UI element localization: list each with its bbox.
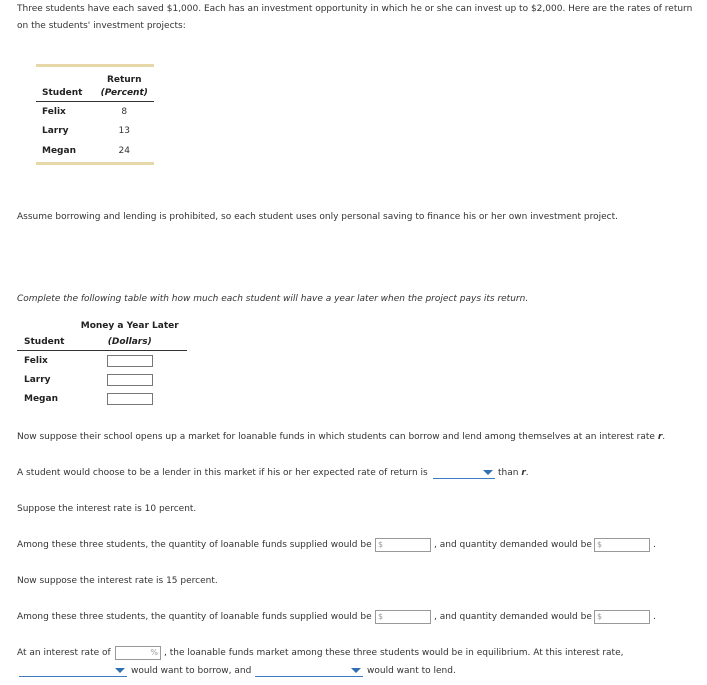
- chevron-down-icon: [351, 668, 361, 673]
- complete-instruction: Complete the following table with how much each student will have a year later when the project pays its return.: [17, 294, 529, 304]
- q1-supplied-label: Among these three students, the quantity of loanable funds supplied would be: [17, 540, 372, 550]
- student-name: Larry: [24, 374, 51, 385]
- q2-demanded-input[interactable]: [594, 610, 650, 624]
- intro-line-2: on the students' investment projects:: [17, 21, 186, 31]
- lender-text-after: [498, 467, 529, 480]
- return-value: 8: [121, 106, 128, 117]
- dollar-sign: $: [597, 612, 603, 621]
- equilibrium-text: , the loanable funds market among these three students would be in equilibrium. At this interest rate,: [164, 648, 624, 658]
- student-name: Felix: [42, 106, 66, 117]
- market-var-r: r: [657, 432, 663, 442]
- market-text: [17, 431, 665, 444]
- intro-line-1: Three students have each saved $1,000. Each has an investment opportunity in which he or she can invest up to $2,000. Here are the rates of return: [17, 4, 693, 14]
- market-text-body: Now suppose their school opens up a market for loanable funds in which students can borrow and lend among themselves at an interest rate: [17, 432, 658, 442]
- money-input-larry[interactable]: [107, 374, 153, 386]
- assumption-text: Assume borrowing and lending is prohibited, so each student uses only personal saving to finance his or her own investment project.: [17, 212, 619, 222]
- dollar-sign: $: [378, 540, 384, 549]
- rate10-text: Suppose the interest rate is 10 percent.: [17, 504, 197, 514]
- lender-var-r: r: [521, 468, 526, 478]
- lender-text: A student would choose to be a lender in this market if his or her expected rate of return is: [17, 468, 428, 478]
- lender-end: .: [525, 468, 529, 478]
- dollar-sign: $: [378, 612, 384, 621]
- money-input-felix[interactable]: [107, 355, 153, 367]
- student-name: Larry: [42, 125, 69, 136]
- money-col-student: Student: [24, 337, 65, 347]
- returns-col-return: (Percent): [100, 88, 148, 98]
- q1-supplied-input[interactable]: [375, 538, 431, 552]
- q1-end: .: [653, 540, 656, 550]
- market-text-end: .: [662, 432, 666, 442]
- q2-supplied-input[interactable]: [375, 610, 431, 624]
- lender-comparison-dropdown[interactable]: [433, 467, 495, 479]
- dollar-sign: $: [597, 540, 603, 549]
- chevron-down-icon: [115, 668, 125, 673]
- q1-demanded-label: , and quantity demanded would be: [434, 540, 592, 550]
- borrower-dropdown[interactable]: [19, 665, 127, 677]
- money-table: [17, 318, 187, 408]
- lend-text: would want to lend.: [367, 666, 456, 676]
- q2-demanded-label: , and quantity demanded would be: [434, 612, 592, 622]
- lender-than: than: [498, 468, 522, 478]
- equilibrium-rate-input[interactable]: [115, 646, 161, 660]
- table-row: [17, 389, 187, 408]
- borrow-text: would want to borrow, and: [131, 666, 252, 676]
- money-header-top: Money a Year Later: [80, 321, 179, 331]
- returns-header-top: Return: [106, 75, 142, 85]
- rate15-text: Now suppose the interest rate is 15 percent.: [17, 576, 218, 586]
- equilibrium-label: At an interest rate of: [17, 648, 111, 658]
- chevron-down-icon: [483, 470, 493, 475]
- table-row: [36, 121, 154, 140]
- student-name: Megan: [42, 146, 76, 156]
- money-input-megan[interactable]: [107, 393, 153, 405]
- return-value: 13: [118, 125, 130, 136]
- table-row: [17, 351, 187, 371]
- lender-dropdown[interactable]: [255, 665, 363, 677]
- q2-supplied-label: Among these three students, the quantity of loanable funds supplied would be: [17, 612, 372, 622]
- q2-end: .: [653, 612, 656, 622]
- q1-demanded-input[interactable]: [594, 538, 650, 552]
- table-row: [36, 102, 154, 122]
- student-name: Felix: [24, 355, 48, 366]
- percent-sign: %: [150, 648, 158, 657]
- returns-col-student: Student: [42, 88, 83, 98]
- table-row: [17, 370, 187, 389]
- return-value: 24: [118, 146, 130, 156]
- money-col-money: (Dollars): [107, 337, 152, 347]
- returns-table: [36, 64, 154, 165]
- table-row: [36, 140, 154, 164]
- student-name: Megan: [24, 393, 58, 404]
